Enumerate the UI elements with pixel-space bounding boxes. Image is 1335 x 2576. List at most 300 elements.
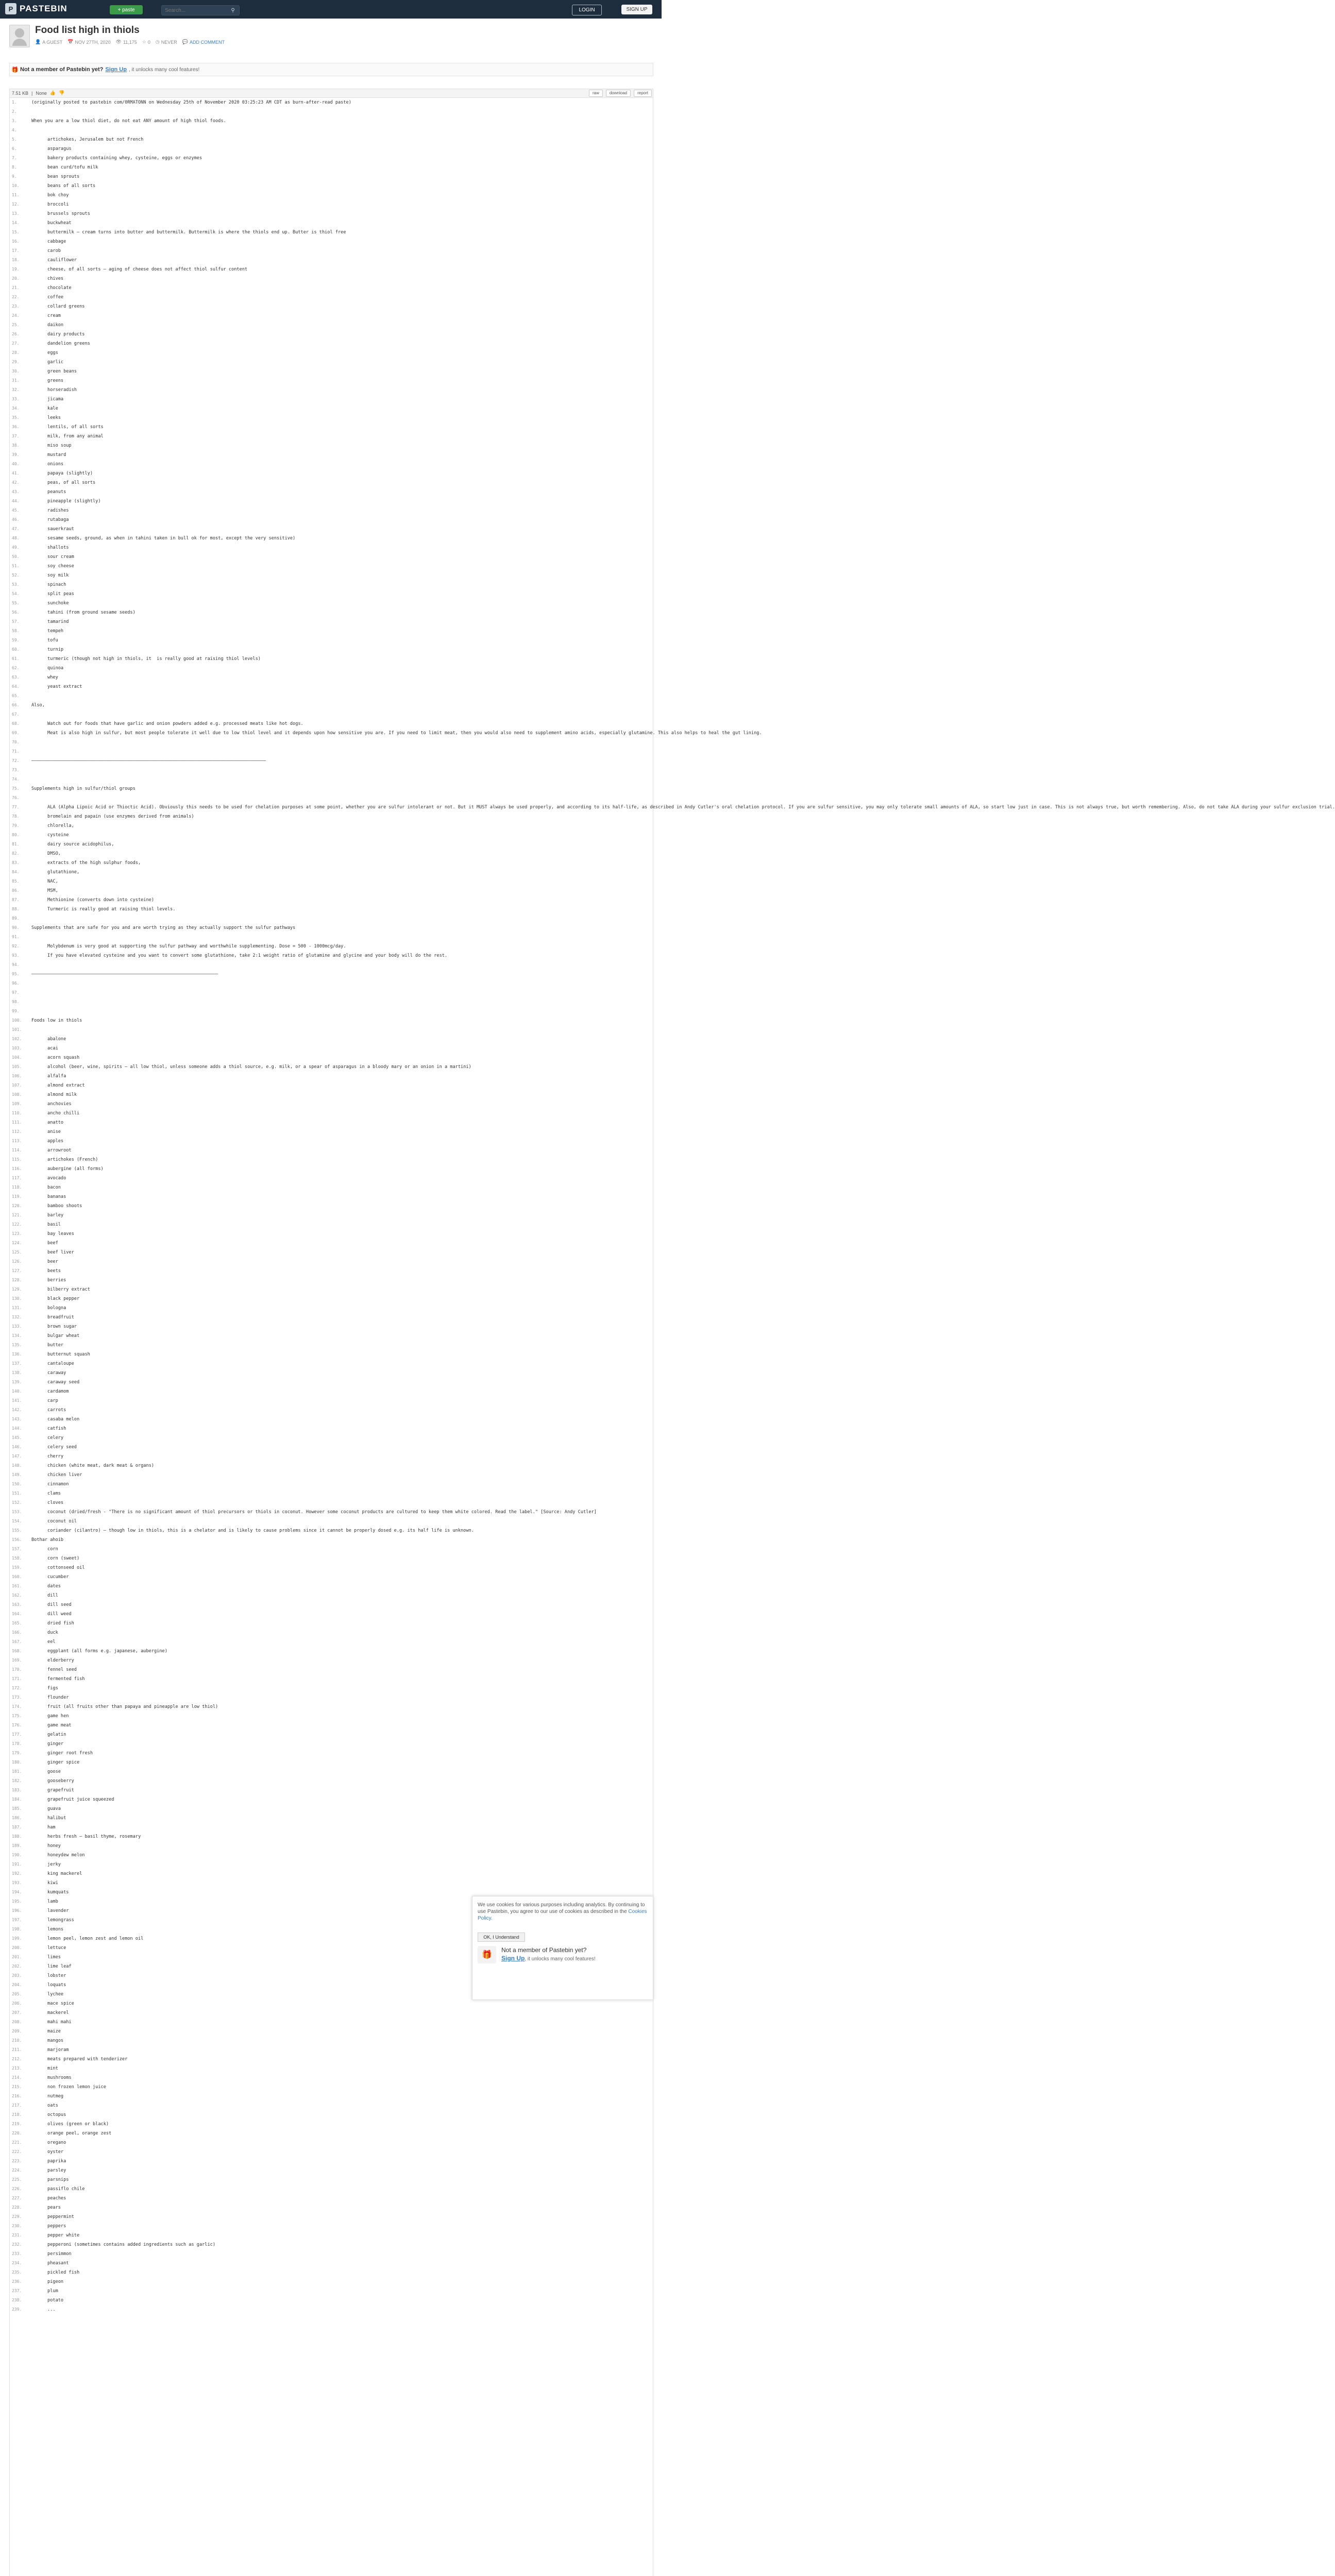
line-number: 155. xyxy=(12,1528,22,1533)
line-text: Watch out for foods that have garlic and onion powders added e.g. processed meats like hot dogs. xyxy=(31,721,303,726)
line-number: 179. xyxy=(12,1751,22,1755)
line-number: 19. xyxy=(12,267,20,272)
line-number: 102. xyxy=(12,1037,22,1041)
line-text: horseradish xyxy=(31,387,77,393)
line-text: king mackerel xyxy=(31,1871,82,1876)
line-text: caraway seed xyxy=(31,1380,80,1385)
line-text: cabbage xyxy=(31,239,66,244)
line-text: cauliflower xyxy=(31,258,77,263)
comment-icon: 💬 xyxy=(182,39,188,44)
line-number: 65. xyxy=(12,693,20,698)
line-number: 207. xyxy=(12,2010,22,2015)
code-line xyxy=(10,2222,653,2231)
line-number: 113. xyxy=(12,1139,22,1143)
code-line xyxy=(10,775,653,784)
line-text: carp xyxy=(31,1398,58,1403)
line-number: 229. xyxy=(12,2214,22,2219)
line-number: 211. xyxy=(12,2047,22,2052)
code-line xyxy=(10,2073,653,2082)
code-line xyxy=(10,1609,653,1619)
line-text: chives xyxy=(31,276,64,281)
line-number: 97. xyxy=(12,990,20,995)
code-line xyxy=(10,1507,653,1517)
line-text: mustard xyxy=(31,452,66,457)
code-line xyxy=(10,524,653,534)
line-text: bananas xyxy=(31,1194,66,1199)
line-text: ... xyxy=(31,2307,56,2312)
signup-button[interactable]: SIGN UP xyxy=(621,5,652,14)
line-text: abalone xyxy=(31,1037,66,1042)
line-number: 23. xyxy=(12,304,20,309)
line-text: caraway xyxy=(31,1370,66,1376)
code-line xyxy=(10,237,653,246)
line-number: 175. xyxy=(12,1714,22,1718)
code-line xyxy=(10,979,653,988)
line-text: chicken liver xyxy=(31,1472,82,1478)
line-text: lavender xyxy=(31,1908,69,1913)
line-number: 118. xyxy=(12,1185,22,1190)
new-paste-button[interactable]: + paste xyxy=(110,5,143,14)
line-number: 117. xyxy=(12,1176,22,1180)
line-text: jicama xyxy=(31,397,64,402)
line-text: grapefruit juice squeezed xyxy=(31,1797,114,1802)
line-number: 11. xyxy=(12,193,20,197)
line-text: shallots xyxy=(31,545,69,550)
code-line xyxy=(10,1229,653,1239)
line-text: garlic xyxy=(31,360,64,365)
code-line xyxy=(10,626,653,636)
line-text: olives (green or black) xyxy=(31,2122,109,2127)
line-number: 139. xyxy=(12,1380,22,1384)
line-text: Methionine (converts down into cysteine) xyxy=(31,897,154,903)
search-box[interactable] xyxy=(161,5,240,15)
line-text: casaba melon xyxy=(31,1417,80,1422)
code-line xyxy=(10,933,653,942)
line-number: 44. xyxy=(12,499,20,503)
cookie-policy-link[interactable]: Cookies Policy. xyxy=(478,1909,647,1921)
code-line xyxy=(10,246,653,256)
line-text: lemon peel, lemon zest and lemon oil xyxy=(31,1936,144,1941)
line-text: peppermint xyxy=(31,2214,74,2219)
line-text: bologna xyxy=(31,1306,66,1311)
line-number: 177. xyxy=(12,1732,22,1737)
line-number: 74. xyxy=(12,777,20,782)
line-number: 78. xyxy=(12,814,20,819)
logo[interactable] xyxy=(5,3,67,14)
code-line xyxy=(10,1053,653,1062)
line-number: 172. xyxy=(12,1686,22,1690)
line-text: Molybdenum is very good at supporting the sulfur pathway and worthwhile supplementing. Dose = 500 - 1000mcg/day. xyxy=(31,944,346,949)
line-number: 205. xyxy=(12,1992,22,1996)
line-text: brussels sprouts xyxy=(31,211,90,216)
code-line xyxy=(10,256,653,265)
line-text: sauerkraut xyxy=(31,527,74,532)
code-line xyxy=(10,1767,653,1776)
banner-signup-link[interactable]: Sign Up xyxy=(105,66,127,73)
line-text: almond milk xyxy=(31,1092,77,1097)
code-line xyxy=(10,858,653,868)
code-line xyxy=(10,2036,653,2045)
line-number: 122. xyxy=(12,1222,22,1227)
line-number: 223. xyxy=(12,2159,22,2163)
code-line xyxy=(10,432,653,441)
line-text: berries xyxy=(31,1278,66,1283)
line-text: tempeh xyxy=(31,629,64,634)
code-line xyxy=(10,200,653,209)
line-number: 51. xyxy=(12,564,20,568)
code-line xyxy=(10,2018,653,2027)
line-number: 185. xyxy=(12,1806,22,1811)
code-line xyxy=(10,951,653,960)
line-text: beets xyxy=(31,1268,61,1274)
line-number: 46. xyxy=(12,517,20,522)
line-text: turnip xyxy=(31,647,64,652)
code-line xyxy=(10,1452,653,1461)
code-line xyxy=(10,1869,653,1878)
line-number: 33. xyxy=(12,397,20,401)
line-number: 32. xyxy=(12,387,20,392)
line-number: 61. xyxy=(12,656,20,661)
code-line xyxy=(10,654,653,664)
code-line xyxy=(10,376,653,385)
download-button[interactable]: download xyxy=(606,90,631,97)
line-number: 103. xyxy=(12,1046,22,1050)
expire: ◷ NEVER xyxy=(155,39,177,45)
line-number: 53. xyxy=(12,582,20,587)
code-line xyxy=(10,422,653,432)
line-number: 68. xyxy=(12,721,20,726)
line-number: 73. xyxy=(12,768,20,772)
code-line xyxy=(10,1851,653,1860)
line-number: 18. xyxy=(12,258,20,262)
line-text: sour cream xyxy=(31,554,74,560)
line-text: extracts of the high sulphur foods, xyxy=(31,860,141,866)
code-line xyxy=(10,2027,653,2036)
line-number: 59. xyxy=(12,638,20,642)
line-text: pheasant xyxy=(31,2261,69,2266)
line-number: 160. xyxy=(12,1574,22,1579)
line-number: 54. xyxy=(12,591,20,596)
line-number: 16. xyxy=(12,239,20,244)
code-line xyxy=(10,1637,653,1647)
line-number: 170. xyxy=(12,1667,22,1672)
code-line xyxy=(10,2064,653,2073)
line-text: limes xyxy=(31,1955,61,1960)
code-line xyxy=(10,1480,653,1489)
code-line xyxy=(10,2157,653,2166)
line-number: 192. xyxy=(12,1871,22,1876)
raw-button[interactable]: raw xyxy=(589,90,603,97)
code-line xyxy=(10,1350,653,1359)
line-text: split peas xyxy=(31,591,74,597)
line-text: anise xyxy=(31,1129,61,1134)
line-text: corn (sweet) xyxy=(31,1556,80,1561)
code-line xyxy=(10,1322,653,1331)
code-line xyxy=(10,228,653,237)
code-line xyxy=(10,497,653,506)
signup-banner xyxy=(9,63,653,76)
line-number: 136. xyxy=(12,1352,22,1357)
line-number: 209. xyxy=(12,2029,22,2033)
cookie-signup-link[interactable]: Sign Up xyxy=(501,1955,525,1962)
code-line xyxy=(10,330,653,339)
line-text: parsnips xyxy=(31,2177,69,2182)
code-line xyxy=(10,2194,653,2203)
line-text: plum xyxy=(31,2289,58,2294)
line-number: 149. xyxy=(12,1472,22,1477)
code-line xyxy=(10,302,653,311)
line-number: 203. xyxy=(12,1973,22,1978)
line-number: 228. xyxy=(12,2205,22,2210)
code-line xyxy=(10,515,653,524)
line-text: dill weed xyxy=(31,1612,72,1617)
line-text: nutmeg xyxy=(31,2094,64,2099)
line-number: 159. xyxy=(12,1565,22,1570)
add-comment-link[interactable]: 💬 ADD COMMENT xyxy=(182,39,225,45)
line-number: 31. xyxy=(12,378,20,383)
code-line xyxy=(10,784,653,793)
line-text: broccoli xyxy=(31,202,69,207)
brand-name: PASTEBIN xyxy=(20,4,67,13)
line-number: 56. xyxy=(12,610,20,615)
line-number: 105. xyxy=(12,1064,22,1069)
line-text: dandelion greens xyxy=(31,341,90,346)
thumbs-down-icon[interactable]: 👎 xyxy=(59,90,65,95)
code-line xyxy=(10,821,653,831)
line-number: 104. xyxy=(12,1055,22,1060)
line-number: 128. xyxy=(12,1278,22,1282)
code-line xyxy=(10,2055,653,2064)
line-text: When you are a low thiol diet, do not eat ANY amount of high thiol foods. xyxy=(31,118,226,124)
code-line xyxy=(10,2045,653,2055)
code-line xyxy=(10,673,653,682)
line-text: lychee xyxy=(31,1992,64,1997)
line-text: kumquats xyxy=(31,1890,69,1895)
line-number: 208. xyxy=(12,2020,22,2024)
line-number: 7. xyxy=(12,156,17,160)
line-text: non frozen lemon juice xyxy=(31,2084,106,2090)
code-line xyxy=(10,2147,653,2157)
line-number: 153. xyxy=(12,1510,22,1514)
line-number: 43. xyxy=(12,489,20,494)
line-text: ancho chilli xyxy=(31,1111,80,1116)
code-line xyxy=(10,1461,653,1470)
code-line xyxy=(10,756,653,766)
line-text: dairy products xyxy=(31,332,85,337)
code-line xyxy=(10,1044,653,1053)
line-text: beef xyxy=(31,1241,58,1246)
line-text: cream xyxy=(31,313,61,318)
code-line xyxy=(10,1721,653,1730)
code-line xyxy=(10,311,653,320)
line-text: cottonseed oil xyxy=(31,1565,85,1570)
code-line xyxy=(10,738,653,747)
code-line xyxy=(10,793,653,803)
code-line xyxy=(10,1674,653,1684)
line-text: bean curd/tofu milk xyxy=(31,165,98,170)
code-line xyxy=(10,664,653,673)
line-text: whey xyxy=(31,675,58,680)
code-line xyxy=(10,126,653,135)
line-number: 86. xyxy=(12,888,20,893)
code-line xyxy=(10,2101,653,2110)
line-number: 140. xyxy=(12,1389,22,1394)
avatar xyxy=(9,25,30,47)
code-line xyxy=(10,1591,653,1600)
line-number: 45. xyxy=(12,508,20,513)
code-line xyxy=(10,1684,653,1693)
line-number: 156. xyxy=(12,1537,22,1542)
code-line xyxy=(10,2231,653,2240)
line-number: 95. xyxy=(12,972,20,976)
line-number: 63. xyxy=(12,675,20,680)
line-number: 40. xyxy=(12,462,20,466)
line-text: ginger xyxy=(31,1741,64,1747)
line-number: 5. xyxy=(12,137,17,142)
line-text: papaya (slightly) xyxy=(31,471,93,476)
line-number: 124. xyxy=(12,1241,22,1245)
code-line xyxy=(10,2277,653,2286)
calendar-icon: 📅 xyxy=(67,39,74,44)
line-text: kale xyxy=(31,406,58,411)
line-text: mace spice xyxy=(31,2001,74,2006)
line-number: 21. xyxy=(12,285,20,290)
code-line xyxy=(10,413,653,422)
code-line xyxy=(10,1415,653,1424)
code-line xyxy=(10,849,653,858)
line-text: eggplant (all forms e.g. japanese, aubergine) xyxy=(31,1649,167,1654)
code-line xyxy=(10,116,653,126)
line-text: rutabaga xyxy=(31,517,69,522)
line-text: chicken (white meat, dark meat & organs) xyxy=(31,1463,154,1468)
line-text: bulgar wheat xyxy=(31,1333,80,1338)
code-line xyxy=(10,1860,653,1869)
line-text: peanuts xyxy=(31,489,66,495)
line-text: quinoa xyxy=(31,666,64,671)
line-number: 50. xyxy=(12,554,20,559)
line-number: 163. xyxy=(12,1602,22,1607)
thumbs-up-icon[interactable]: 👍 xyxy=(49,90,56,95)
line-text: bakery products containing whey, cysteine, eggs or enzymes xyxy=(31,156,202,161)
code-line xyxy=(10,831,653,840)
line-text: beer xyxy=(31,1259,58,1264)
line-number: 194. xyxy=(12,1890,22,1894)
code-line xyxy=(10,1257,653,1266)
line-number: 202. xyxy=(12,1964,22,1969)
line-number: 42. xyxy=(12,480,20,485)
line-text: turmeric (though not high in thiols, it is really good at raising thiol levels) xyxy=(31,656,261,662)
line-text: mackerel xyxy=(31,2010,69,2015)
code-line xyxy=(10,1443,653,1452)
line-number: 231. xyxy=(12,2233,22,2238)
line-text: octopus xyxy=(31,2112,66,2117)
code-line xyxy=(10,1517,653,1526)
code-line xyxy=(10,608,653,617)
code-line xyxy=(10,1146,653,1155)
line-number: 219. xyxy=(12,2122,22,2126)
line-number: 66. xyxy=(12,703,20,707)
line-number: 154. xyxy=(12,1519,22,1523)
code-line xyxy=(10,803,1335,812)
line-text: cardamom xyxy=(31,1389,69,1394)
line-number: 101. xyxy=(12,1027,22,1032)
code-line xyxy=(10,1554,653,1563)
line-number: 4. xyxy=(12,128,17,132)
code-line xyxy=(10,1313,653,1322)
line-number: 201. xyxy=(12,1955,22,1959)
line-number: 126. xyxy=(12,1259,22,1264)
line-text: cherry xyxy=(31,1454,64,1459)
author[interactable]: 👤 A GUEST xyxy=(35,39,63,45)
code-line xyxy=(10,1007,653,1016)
code-line xyxy=(10,2110,653,2120)
code-line xyxy=(10,1572,653,1582)
line-number: 100. xyxy=(12,1018,22,1023)
code-line xyxy=(10,1174,653,1183)
code-line xyxy=(10,1628,653,1637)
line-text: cantaloupe xyxy=(31,1361,74,1366)
login-button[interactable]: LOGIN xyxy=(572,5,602,15)
search-icon[interactable]: ⚲ xyxy=(231,7,235,13)
code-line xyxy=(10,293,653,302)
line-text: MSM, xyxy=(31,888,58,893)
line-number: 15. xyxy=(12,230,20,234)
line-number: 106. xyxy=(12,1074,22,1078)
line-text: peaches xyxy=(31,2196,66,2201)
line-number: 112. xyxy=(12,1129,22,1134)
line-text: bromelain and papain (use enzymes derived from animals) xyxy=(31,814,194,819)
line-number: 108. xyxy=(12,1092,22,1097)
top-nav xyxy=(0,0,662,19)
line-number: 6. xyxy=(12,146,17,151)
code-line xyxy=(10,98,653,107)
code-line xyxy=(10,1665,653,1674)
report-button[interactable]: report xyxy=(634,90,652,97)
line-text: bilberry extract xyxy=(31,1287,90,1292)
code-line xyxy=(10,283,653,293)
line-number: 28. xyxy=(12,350,20,355)
code-line xyxy=(10,2259,653,2268)
line-number: 76. xyxy=(12,795,20,800)
code-line xyxy=(10,1498,653,1507)
line-text: passiflo chile xyxy=(31,2187,85,2192)
banner-lead: Not a member of Pastebin yet? xyxy=(20,66,104,73)
clock-icon: ◷ xyxy=(155,39,160,44)
code-line xyxy=(10,107,653,116)
line-number: 3. xyxy=(12,118,17,123)
search-input[interactable] xyxy=(162,7,228,14)
code-line xyxy=(10,1832,653,1841)
line-text: persimmon xyxy=(31,2251,72,2257)
views: 👁 11,175 xyxy=(115,39,137,45)
line-text: DMSO, xyxy=(31,851,61,856)
line-number: 210. xyxy=(12,2038,22,2043)
code-line xyxy=(10,905,653,914)
cookie-ok-button[interactable]: OK, I Understand xyxy=(478,1933,525,1942)
code-line xyxy=(10,1814,653,1823)
line-number: 151. xyxy=(12,1491,22,1496)
line-number: 25. xyxy=(12,323,20,327)
line-number: 1. xyxy=(12,100,17,105)
line-text: carob xyxy=(31,248,61,253)
banner-rest: , it unlocks many cool features! xyxy=(128,66,200,73)
code-line xyxy=(10,163,653,172)
pastebin-logo-icon: P xyxy=(5,3,16,14)
code-line xyxy=(10,914,653,923)
code-line xyxy=(10,1127,653,1137)
line-number: 150. xyxy=(12,1482,22,1486)
code-line xyxy=(10,1563,653,1572)
